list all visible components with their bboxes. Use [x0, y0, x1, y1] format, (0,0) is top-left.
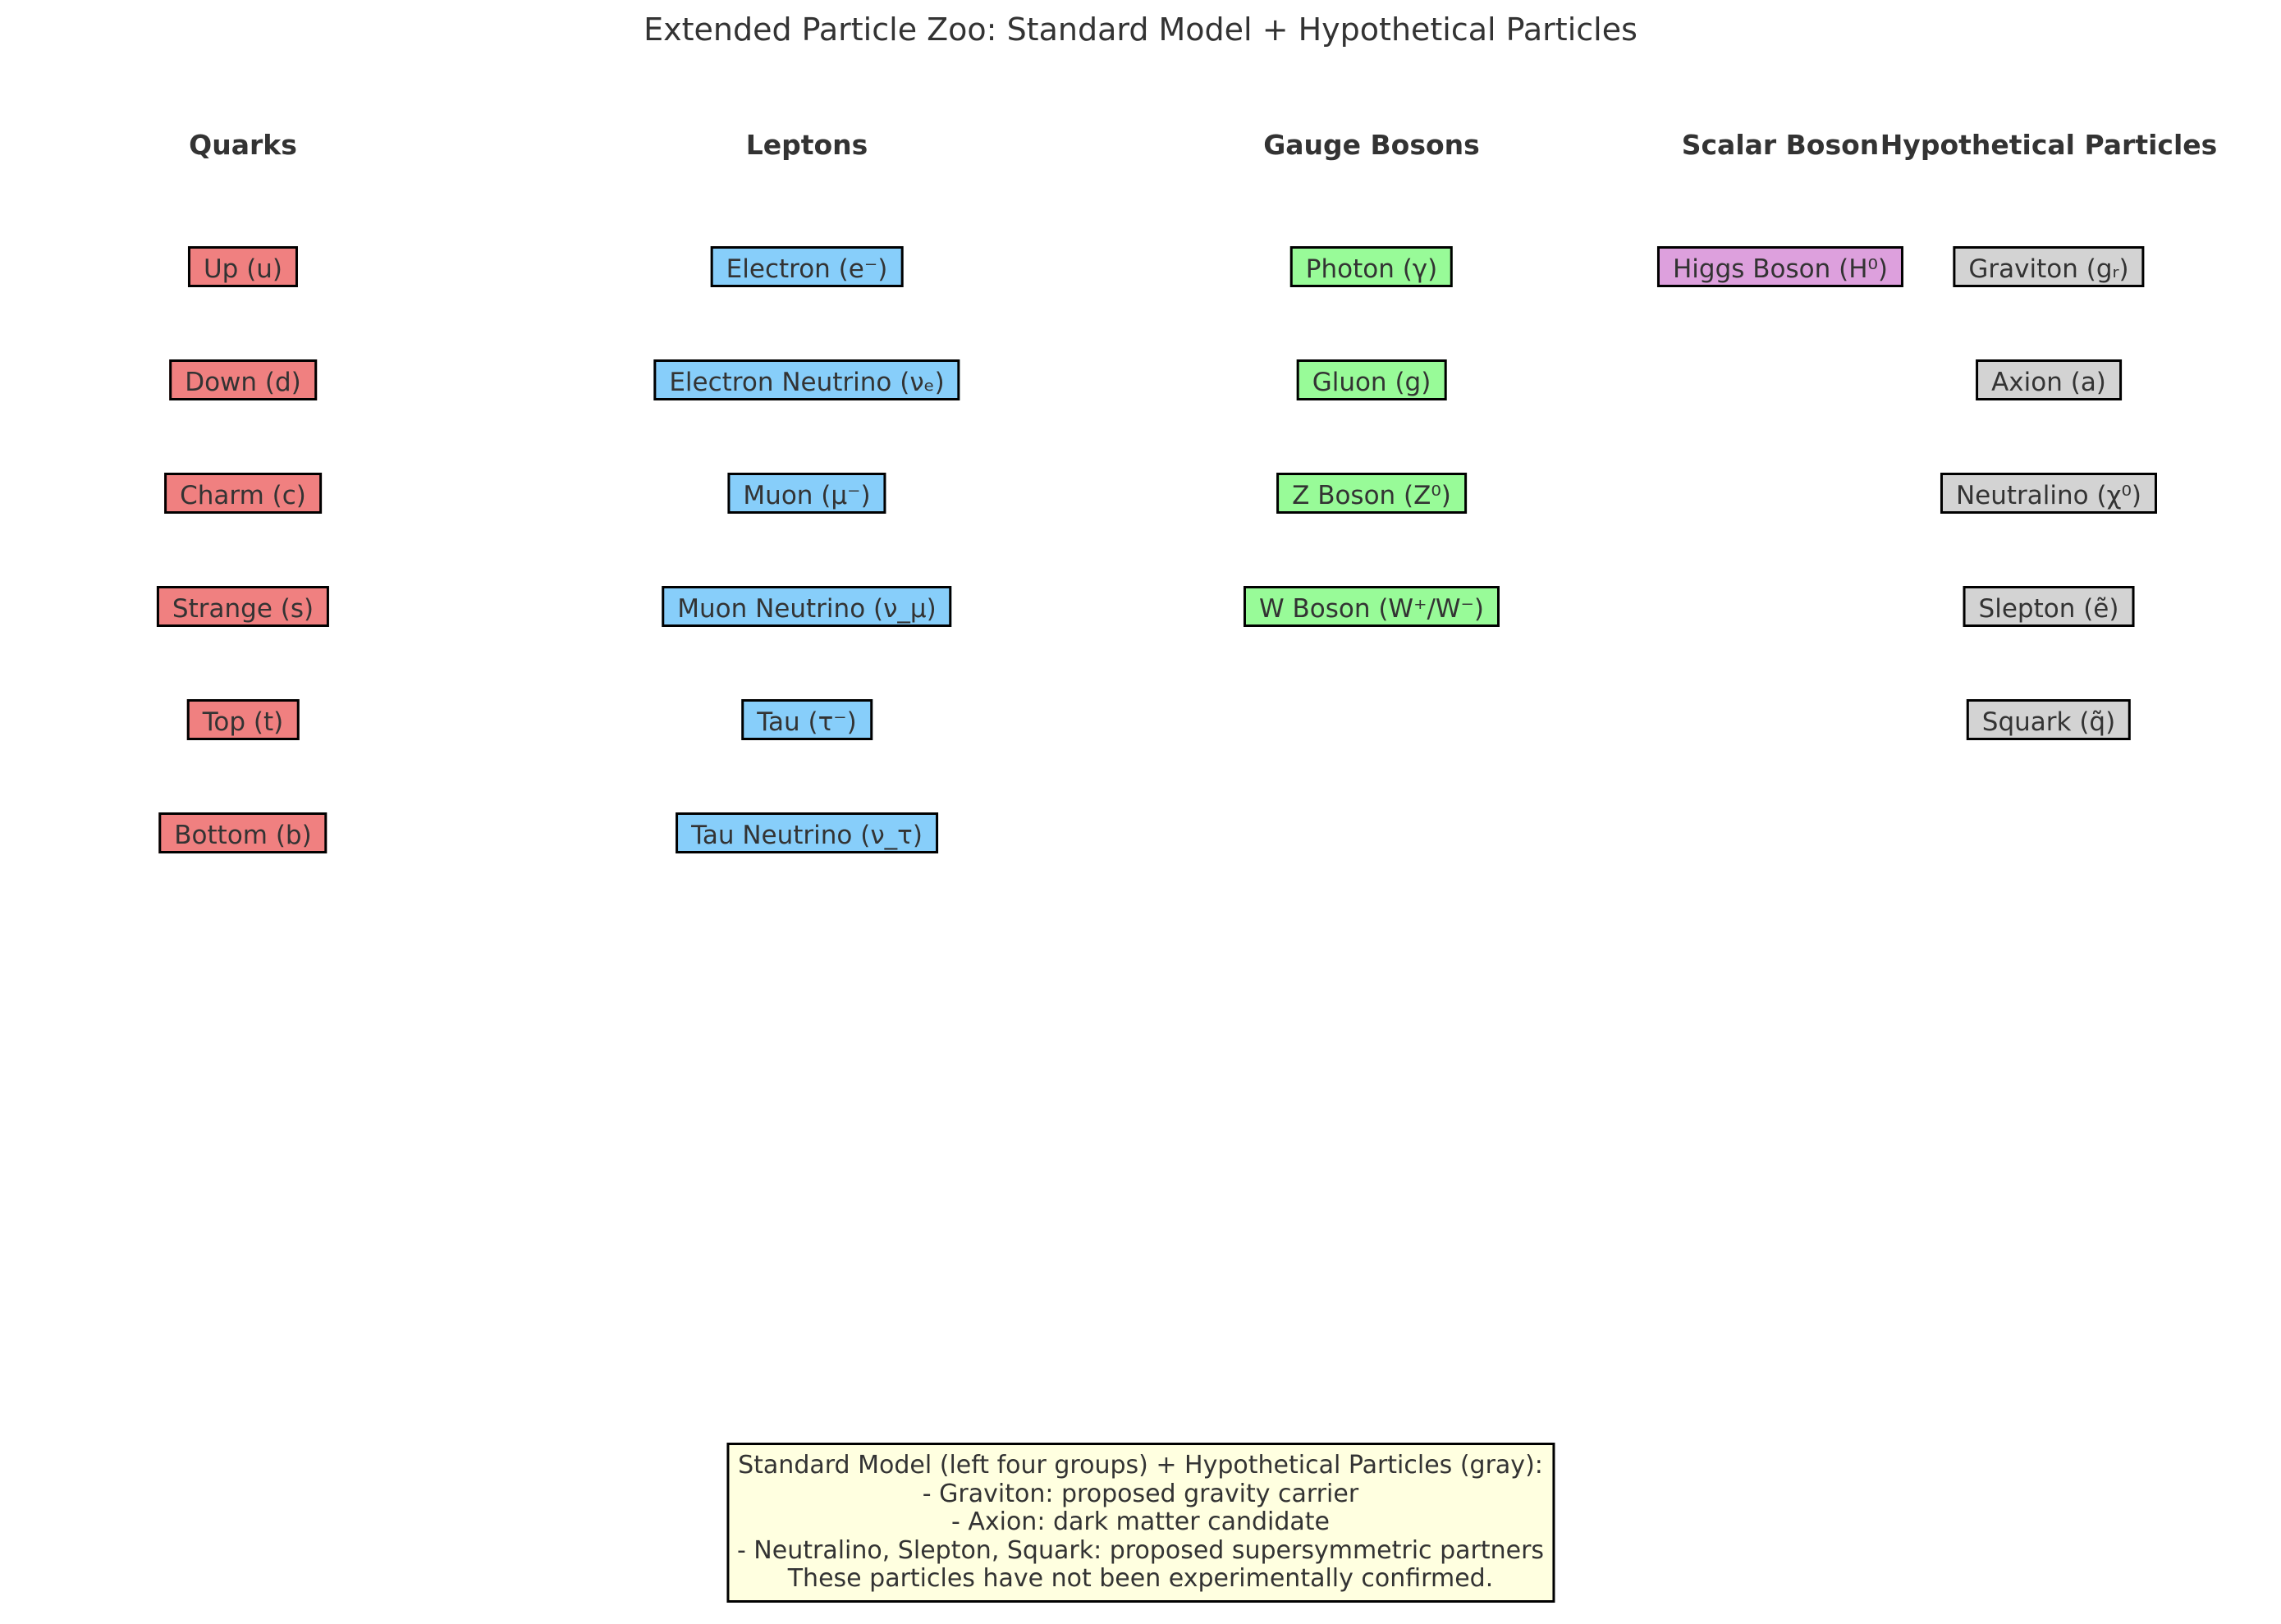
- particle-box-leptons: Electron (e⁻): [711, 246, 904, 287]
- particle-box-quarks: Bottom (b): [158, 812, 327, 853]
- particle-box-gauge-bosons: Z Boson (Z⁰): [1276, 473, 1467, 514]
- particle-box-gauge-bosons: Gluon (g): [1297, 359, 1447, 400]
- group-header-label: Quarks: [189, 129, 297, 161]
- particle-box-quarks: Charm (c): [164, 473, 322, 514]
- group-header-label: Gauge Bosons: [1263, 129, 1480, 161]
- particle-box-gauge-bosons: W Boson (W⁺/W⁻): [1244, 586, 1500, 627]
- particle-box-hypothetical: Axion (a): [1976, 359, 2122, 400]
- particle-box-hypothetical: Neutralino (χ⁰): [1940, 473, 2157, 514]
- particle-box-leptons: Tau (τ⁻): [741, 699, 873, 740]
- note-line: - Axion: dark matter candidate: [950, 1507, 1331, 1536]
- note-line: These particles have not been experimentally confirmed.: [787, 1564, 1494, 1593]
- particle-box-hypothetical: Squark (q̃): [1967, 699, 2131, 740]
- diagram-title: Extended Particle Zoo: Standard Model + Hypothetical Particles: [644, 11, 1637, 48]
- particle-box-leptons: Muon Neutrino (ν_μ): [662, 586, 951, 627]
- particle-box-hypothetical: Graviton (gᵣ): [1953, 246, 2144, 287]
- note-line: - Graviton: proposed gravity carrier: [922, 1479, 1359, 1508]
- particle-box-quarks: Down (d): [169, 359, 317, 400]
- group-header-label: Leptons: [745, 129, 868, 161]
- particle-box-quarks: Up (u): [188, 246, 298, 287]
- particle-box-gauge-bosons: Photon (γ): [1290, 246, 1453, 287]
- legend-note-box: [726, 1443, 1555, 1603]
- group-header-label: Scalar Boson: [1681, 129, 1880, 161]
- particle-box-leptons: Muon (μ⁻): [727, 473, 886, 514]
- note-line: Standard Model (left four groups) + Hypothetical Particles (gray):: [738, 1451, 1543, 1480]
- particle-box-hypothetical: Slepton (ẽ): [1963, 586, 2135, 627]
- particle-box-quarks: Strange (s): [157, 586, 329, 627]
- note-line: - Neutralino, Slepton, Squark: proposed supersymmetric partners: [736, 1535, 1545, 1565]
- particle-box-scalar-boson: Higgs Boson (H⁰): [1657, 246, 1903, 287]
- group-header-label: Hypothetical Particles: [1880, 129, 2218, 161]
- particle-box-quarks: Top (t): [187, 699, 300, 740]
- particle-box-leptons: Electron Neutrino (νₑ): [653, 359, 960, 400]
- particle-box-leptons: Tau Neutrino (ν_τ): [676, 812, 938, 853]
